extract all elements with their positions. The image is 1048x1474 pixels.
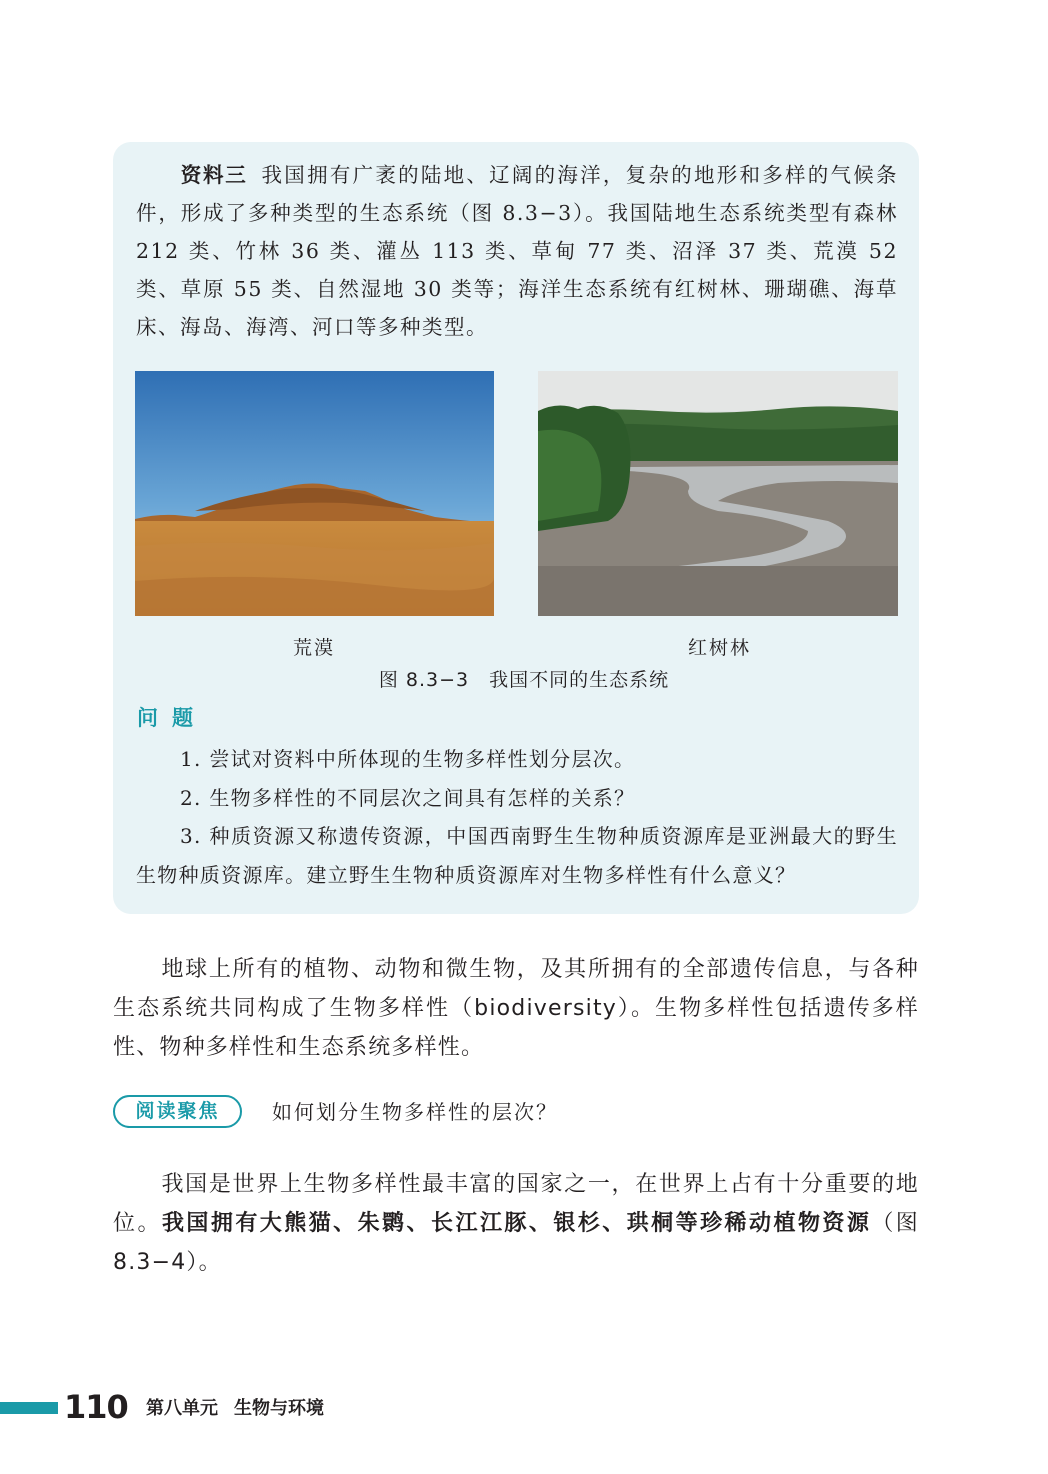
page-number: 110: [64, 1388, 128, 1426]
reading-focus-badge: 阅读聚焦: [113, 1095, 242, 1128]
reading-focus-question: 如何划分生物多样性的层次？: [272, 1100, 558, 1124]
question-item: 2. 生物多样性的不同层次之间具有怎样的关系？: [180, 785, 636, 810]
caption-mangrove: 红树林: [688, 637, 752, 659]
mangrove-photo: [538, 371, 898, 616]
material-paragraph: [136, 156, 898, 346]
caption-desert: 荒漠: [293, 637, 336, 659]
questions-heading: 问题: [137, 706, 207, 730]
footer-accent-bar: [0, 1402, 58, 1414]
body-paragraph: 地球上所有的植物、动物和微生物，及其所拥有的全部遗传信息，与各种生态系统共同构成了生物多样性（biodiversity）。生物多样性包括遗传多样性、物种多样性和生态系统多样性。: [113, 957, 919, 1060]
questions-list: [136, 740, 898, 894]
unit-title: 第八单元 生物与环境: [146, 1398, 324, 1419]
question-item: 3. 种质资源又称遗传资源，中国西南野生生物种质资源库是亚洲最大的野生生物种质资源库。建立野生生物种质资源库对生物多样性有什么意义？: [136, 824, 898, 887]
figure-title: 图 8.3−3 我国不同的生态系统: [378, 669, 670, 691]
material-label: 资料三: [180, 163, 248, 187]
bold-text: 我国拥有大熊猫、朱鹮、长江江豚、银杉、珙桐等珍稀动植物资源: [161, 1211, 872, 1236]
desert-photo: [135, 371, 494, 616]
question-item: 1. 尝试对资料中所体现的生物多样性划分层次。: [180, 747, 636, 771]
material-text: 我国拥有广袤的陆地、辽阔的海洋，复杂的地形和多样的气候条件，形成了多种类型的生态系统（图 8.3−3）。我国陆地生态系统类型有森林 212 类、竹林 36 类、灌丛 113 类、草甸 77 类、沼泽 37 类、荒漠 52 类、草原 55 类、自然湿地 30 类等；海洋生态系统有红树林、珊瑚礁、海草床、海岛、海湾、河口等多种类型。: [136, 163, 899, 339]
body-paragraph: 我国是世界上生物多样性最丰富的国家之一，在世界上占有十分重要的地位。我国拥有大熊猫、朱鹮、长江江豚、银杉、珙桐等珍稀动植物资源（图 8.3−4）。: [113, 1172, 920, 1275]
